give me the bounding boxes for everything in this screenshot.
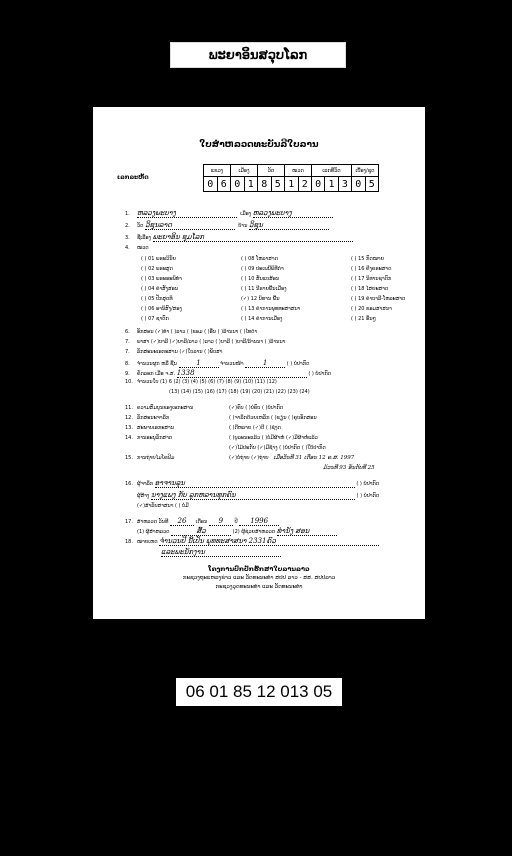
category-option: ( ) 18 ໄສຍະສາດ	[351, 286, 389, 292]
category-option: (✓) 12 ນິທານ ພື້ນ	[241, 296, 280, 302]
province-row: 1. ຫລວງພະບາງ ເມືອງ ຫລວງພະບາງ	[125, 209, 333, 218]
scribe-row: 16. ຜູ້ຈາລຶກ ອາຈານລຸນ ( ) ບໍ່ປາກົດ	[125, 479, 380, 487]
code-digit: 1	[244, 177, 258, 192]
inscription-row: 12. ລັກສະນະຈາລຶກ ( )ຈາລຶກດ້ວຍເຫລັກ ( )ຂຽນ ( )ຄຸບອັກສອນ	[125, 415, 317, 421]
code-header: ເບື້ອງ/ຊຸດ	[352, 165, 379, 177]
scribe-label: ຜູ້ຈາລຶກ	[137, 481, 154, 487]
copy-date-row: 9. ຄັດລອກ ເມື່ອ ຈ.ສ. 1338 ( ) ບໍ່ປາກົດ	[125, 369, 332, 377]
code-header: ແຂວງ	[204, 165, 231, 177]
category-option: ( ) 05 ປັກສຸດທິ	[141, 296, 173, 302]
code-digit: 2	[298, 177, 312, 192]
category-option: ( ) 07 ຊາດົກ	[141, 316, 169, 322]
leaf-count-options: ຈຳນວນໃບ (1) 6 (2) (3) (4) (5) (6) (7) (8) (9) (10) (11) (12)	[137, 379, 277, 385]
sponsor-unknown: ( ) ບໍ່ປາກົດ	[356, 493, 380, 499]
inscription-options: ( )ຈາລຶກດ້ວຍເຫລັກ ( )ຂຽນ ( )ຄຸບອັກສອນ	[229, 415, 317, 421]
code-label: ເລກລະຫັດ	[117, 174, 149, 181]
page-count-label: ຈຳນວນໜ້າ	[220, 361, 244, 367]
conservation-options: ( )ບູລະນະແລ້ວ ( )ບໍ່ມີຜ້າຫໍ່ (✓)ມີຜ້າຫໍ່ແລ້ວ	[229, 435, 318, 441]
title-label: ຊື່ເລື່ອງ	[137, 235, 152, 241]
count-unknown-option: ( ) ບໍ່ປາກົດ	[286, 361, 310, 367]
survey-date-row: 17. ສຳຫລວດ ວັນທີ 26 ເດືອນ 9 ປີ 1996	[125, 517, 279, 526]
category-row-header: 4. ໝວດ	[125, 245, 149, 251]
temple-value: ວິຊຸນລາດ	[145, 221, 235, 230]
conservation-options-2: (✓)ໄມ້ປະກັບ (✓)ມີຊ້າງ ( )ບໍ່ປາກົດ ( )ໃບ້ປາກົດ	[229, 445, 326, 451]
category-option: ( ) 04 ຄຳສັ່ງສອນ	[141, 286, 179, 292]
microfilm-label: ການຖ່າຍໄມໂຄຟີມ	[137, 455, 175, 461]
code-digit: 6	[217, 177, 231, 192]
sponsor-label: ຜູ້ສ້າງ	[137, 493, 150, 499]
code-header: ເມືອງ	[231, 165, 258, 177]
form-title: ໃບສຳຫລວດທະບັນລີໃບລານ	[199, 140, 319, 150]
code-digit: 0	[312, 177, 325, 192]
remarks-label: ໝາຍເຫດ	[137, 539, 158, 545]
code-digit: 5	[365, 177, 379, 192]
copy-date-label: ຄັດລອກ ເມື່ອ ຈ.ສ.	[137, 371, 176, 377]
category-option: ( ) 08 ໂຫລາສາດ	[241, 256, 278, 262]
survey-year-label: ປີ	[234, 519, 238, 525]
temple-label: ວັດ	[137, 223, 144, 229]
material-options: ລັກສະນະເອກະສານ (✓)ໃບລານ ( )ພັບສາ	[137, 349, 223, 355]
category-option: ( ) 20 ຂອມສາສນາ	[351, 306, 392, 312]
category-option: ( ) 02 ພຣະສູດ	[141, 266, 173, 272]
title-row: 3. ຊື່ເລື່ອງ ພະຍາອິນ ຊຸມໂລກ	[125, 233, 353, 242]
material-row: 7. ລັກສະນະເອກະສານ (✓)ໃບລານ ( )ພັບສາ	[125, 349, 223, 355]
remarks-row: 18. ໝາຍເຫດ ຈຳນວນປີ ນີ້ເປັນ ພຸທທະສາສນາ 2331ຄົວ	[125, 537, 379, 546]
script-options: ອັກສອນ (✓)ທຳ ( )ລາວ ( )ຂອມ ( )ອື່ນ ( )ລ້ານນາ ( )ໄທດຳ	[137, 329, 258, 335]
category-option: ( ) 17 ນິທານຊາດົກ	[351, 276, 392, 282]
leaf-count-row-2	[169, 389, 310, 395]
remarks-value: ຈຳນວນປີ ນີ້ເປັນ ພຸທທະສາສນາ 2331ຄົວ	[159, 537, 379, 546]
remarks-value-2: ແລະພະນັກງານ	[161, 548, 281, 557]
district-label: ເມືອງ	[240, 211, 252, 217]
scribe-value: ອາຈານລຸນ	[155, 479, 355, 488]
remarks-row-2	[161, 548, 281, 557]
count-row: 8. ຈຳນວນຜູກ ຫລື ຊີ້ນ 1 ຈຳນວນໜ້າ 1 ( ) ບໍ່ປາກົດ	[125, 359, 310, 367]
category-option: ( ) 01 ພຣະວິນັຍ	[141, 256, 176, 262]
bundle-count-label: ຈຳນວນຜູກ ຫລື ຊີ້ນ	[137, 361, 177, 367]
copy-date-unknown: ( ) ບໍ່ປາກົດ	[308, 371, 332, 377]
microfilm-reel: ມ້ວນທີ 93 ອັນດັບທີ 25	[323, 465, 375, 471]
conservation-row: 14. ການອະນຸລັກສາດ ( )ບູລະນະແລ້ວ ( )ບໍ່ມີຜ້າຫໍ່ (✓)ມີຜ້າຫໍ່ແລ້ວ	[125, 435, 318, 441]
survey-month-label: ເດືອນ	[195, 519, 208, 525]
code-header: ເລກທີ່ວັດ	[312, 165, 352, 177]
leaf-count-options-2: (13) (14) (15) (16) (17) (18) (19) (20) (21) (22) (23) (24)	[169, 389, 310, 395]
province-value: ຫລວງພະບາງ	[137, 209, 237, 218]
completeness-options: (✓)ຄົບ ( )ບໍ່ຄົບ ( )ບໍ່ປາກົດ	[229, 405, 284, 411]
manuscript-title-label: ພະຍາອິນສວຸບໂລກ	[170, 42, 346, 68]
completeness-label: ຄວາມສົມບູນຂອງເອກະສານ	[137, 405, 194, 411]
surveyor-row	[125, 527, 337, 536]
district-value: ຫລວງພະບາງ	[253, 209, 333, 218]
survey-date-label: ສຳຫລວດ ວັນທີ	[137, 519, 169, 525]
language-row: 7. ພາສາ (✓)ບາລີ (✓)ບາລີ/ລາວ ( )ລາວ ( )ບາລີ ( )ບາລີ/ລ້ານນາ ( )ລ້ານນາ	[125, 339, 286, 345]
code-digit: 0	[204, 177, 218, 192]
surveyor-value: ສົ້ວ	[171, 527, 231, 536]
purpose-row	[125, 503, 189, 509]
footer-line-2: ກະຊວງຖະແຫລງຂ່າວ ແລະ ວັດທະນະທຳ ສປປ ລາວ - ສສ. ສປປລາວ	[182, 575, 336, 581]
assistant-value: ທຳນັງ ສອນ	[277, 527, 337, 536]
manuscript-number: 06 01 85 12 013 05	[176, 678, 342, 706]
code-digit: 3	[338, 177, 351, 192]
footer-line-3: ກະຊວງວຸດທະນະທຳ ແລະ ວັດທະນະທຳ	[215, 584, 303, 590]
scribe-unknown: ( ) ບໍ່ປາກົດ	[356, 481, 380, 487]
microfilm-date: ເມື່ອວັນທີ 31 ເດືອນ 12 ຄ.ສ. 1997	[273, 455, 355, 461]
script-row: 6. ອັກສອນ (✓)ທຳ ( )ລາວ ( )ຂອມ ( )ອື່ນ ( )ລ້ານນາ ( )ໄທດຳ	[125, 329, 258, 335]
code-digit: 5	[271, 177, 285, 192]
page-count-value: 1	[245, 359, 285, 368]
category-option: ( ) 15 ກົດໝາຍ	[351, 256, 385, 262]
village-value: ວິຊຸນ	[249, 221, 329, 230]
survey-form-sheet	[93, 107, 425, 619]
survey-month: 9	[209, 517, 233, 526]
survey-year: 1996	[239, 517, 279, 526]
microfilm-reel-row	[323, 465, 375, 471]
condition-row: 13. ສະພາບເອກະສານ ( )ດີຫລາຍ (✓)ດີ ( )ຊຳຸດ	[125, 425, 281, 431]
code-digit: 1	[285, 177, 299, 192]
copy-date-value: 1338	[177, 369, 307, 378]
completeness-row: 11. ຄວາມສົມບູນຂອງເອກະສານ (✓)ຄົບ ( )ບໍ່ຄົບ ( )ບໍ່ປາກົດ	[125, 405, 284, 411]
condition-options: ( )ດີຫລາຍ (✓)ດີ ( )ຊຳຸດ	[229, 425, 281, 431]
microfilm-row: 15. ການຖ່າຍໄມໂຄຟີມ (✓)ບໍ່ຖ່າຍ (✓)ຖ່າຍ ເມື່ອວັນທີ 31 ເດືອນ 12 ຄ.ສ. 1997	[125, 455, 355, 461]
surveyor-label: (1) ຜູ້ສຳຫລວດ	[137, 529, 170, 535]
code-header: ວັດ	[258, 165, 285, 177]
code-table	[203, 164, 379, 192]
sponsor-value: ນາງແພງ ກັບ ລູກຫລານທຸກຄົນ	[151, 491, 355, 500]
title-value: ພະຍາອິນ ຊຸມໂລກ	[153, 233, 353, 242]
code-digit: 8	[258, 177, 272, 192]
category-option: ( ) 03 ພຣະອະພິທຳ	[141, 276, 182, 282]
survey-day: 26	[170, 517, 194, 526]
category-option: ( ) 11 ນີຣາຍພື້ນເມືອງ	[241, 286, 287, 292]
leaf-count-row: 10. ຈຳນວນໃບ (1) 6 (2) (3) (4) (5) (6) (7) (8) (9) (10) (11) (12)	[125, 379, 277, 385]
village-label: ບ້ານ	[238, 223, 248, 229]
conservation-label: ການອະນຸລັກສາດ	[137, 435, 173, 441]
bundle-count-value: 1	[179, 359, 219, 368]
footer-org: ໂຄງການປົກປັກຮັກສາໃບລານລາວ	[208, 565, 310, 573]
category-option: ( ) 13 ຄຳການພຸທທະສາສນາ	[241, 306, 301, 312]
category-option: ( ) 21 ອື່ນໆ	[351, 316, 376, 322]
conservation-row-2	[229, 445, 326, 451]
category-option: ( ) 06 ອານິສົງ/ສອງ	[141, 306, 182, 312]
condition-label: ສະພາບເອກະສານ	[137, 425, 174, 431]
category-option: ( ) 10 ສັນແບສ້ອນ	[241, 276, 280, 282]
category-option: ( ) 19 ຄຳບາລີ-ໂຫລະສາດ	[351, 296, 406, 302]
code-digit: 0	[352, 177, 366, 192]
code-header: ໝວດ	[285, 165, 312, 177]
purpose-options: (✓)ສຳລັບສາສນາ ( ) ບໍ່ມີ	[137, 503, 189, 509]
sponsor-row	[125, 491, 379, 500]
code-digit: 1	[325, 177, 338, 192]
language-options: ພາສາ (✓)ບາລີ (✓)ບາລີ/ລາວ ( )ລາວ ( )ບາລີ ( )ບາລີ/ລ້ານນາ ( )ລ້ານນາ	[137, 339, 286, 345]
category-option: ( ) 14 ຄຳການເມືອງ	[241, 316, 283, 322]
inscription-label: ລັກສະນະຈາລຶກ	[137, 415, 170, 421]
microfilm-options: (✓)ບໍ່ຖ່າຍ (✓)ຖ່າຍ	[229, 455, 269, 461]
code-digit: 0	[231, 177, 245, 192]
category-option: ( ) 16 ຄີງຄຣະສາດ	[351, 266, 392, 272]
category-option: ( ) 09 ປະເພນີພິທີກຳ	[241, 266, 284, 272]
temple-row: 2. ວັດ ວິຊຸນລາດ ບ້ານ ວິຊຸນ	[125, 221, 329, 230]
assistant-label: (2) ຜູ້ຊ່ວຍສຳຫລວດ	[232, 529, 276, 535]
